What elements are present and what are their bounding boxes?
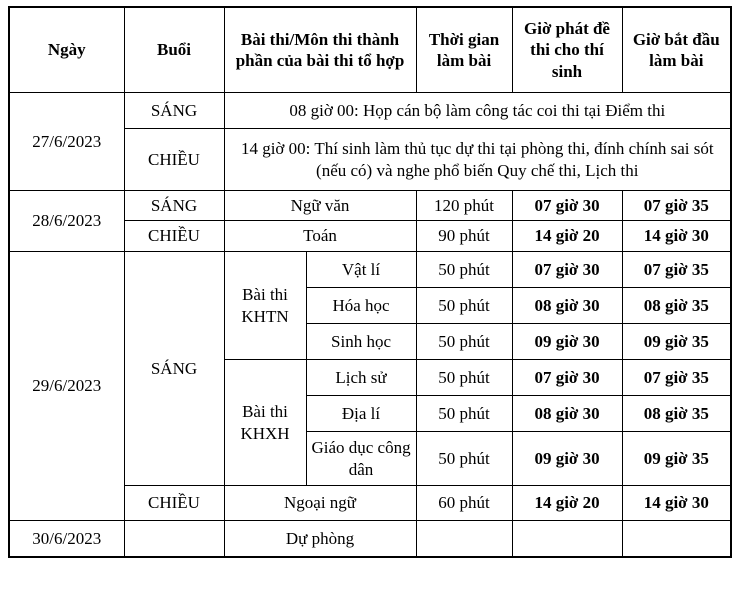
handout-time-cell: 08 giờ 30 xyxy=(512,396,622,432)
session-cell-afternoon: CHIỀU xyxy=(124,221,224,252)
col-header-duration: Thời gian làm bài xyxy=(416,7,512,93)
subject-cell: Ngữ văn xyxy=(224,191,416,221)
table-row xyxy=(9,252,731,288)
handout-time-cell: 14 giờ 20 xyxy=(512,486,622,521)
start-time-cell: 09 giờ 35 xyxy=(622,432,731,486)
date-cell-day1: 27/6/2023 xyxy=(9,93,124,191)
subject-cell: Lịch sử xyxy=(306,360,416,396)
handout-time-cell: 08 giờ 30 xyxy=(512,288,622,324)
handout-time-cell: 09 giờ 30 xyxy=(512,432,622,486)
start-time-cell: 09 giờ 35 xyxy=(622,324,731,360)
table-row xyxy=(9,93,731,129)
duration-cell: 50 phút xyxy=(416,432,512,486)
col-header-start-time: Giờ bắt đầu làm bài xyxy=(622,7,731,93)
day1-morning-note: 08 giờ 00: Họp cán bộ làm công tác coi thi tại Điểm thi xyxy=(224,93,731,129)
exam-group-khtn: Bài thi KHTN xyxy=(224,252,306,360)
subject-cell: Địa lí xyxy=(306,396,416,432)
session-cell-morning: SÁNG xyxy=(124,191,224,221)
duration-cell-empty xyxy=(416,521,512,557)
duration-cell: 50 phút xyxy=(416,288,512,324)
session-cell-empty xyxy=(124,521,224,557)
col-header-date: Ngày xyxy=(9,7,124,93)
subject-cell: Sinh học xyxy=(306,324,416,360)
handout-time-cell-empty xyxy=(512,521,622,557)
subject-cell: Hóa học xyxy=(306,288,416,324)
date-cell-day2: 28/6/2023 xyxy=(9,191,124,252)
exam-schedule-table xyxy=(8,6,732,558)
session-cell-morning: SÁNG xyxy=(124,93,224,129)
subject-cell: Toán xyxy=(224,221,416,252)
handout-time-cell: 07 giờ 30 xyxy=(512,191,622,221)
duration-cell: 50 phút xyxy=(416,324,512,360)
session-cell-morning: SÁNG xyxy=(124,252,224,486)
start-time-cell-empty xyxy=(622,521,731,557)
date-cell-day4: 30/6/2023 xyxy=(9,521,124,557)
session-cell-afternoon: CHIỀU xyxy=(124,486,224,521)
header-row xyxy=(9,7,731,93)
duration-cell: 50 phút xyxy=(416,252,512,288)
start-time-cell: 14 giờ 30 xyxy=(622,486,731,521)
start-time-cell: 08 giờ 35 xyxy=(622,396,731,432)
subject-cell: Vật lí xyxy=(306,252,416,288)
start-time-cell: 08 giờ 35 xyxy=(622,288,731,324)
exam-group-khxh: Bài thi KHXH xyxy=(224,360,306,486)
duration-cell: 90 phút xyxy=(416,221,512,252)
start-time-cell: 07 giờ 35 xyxy=(622,191,731,221)
duration-cell: 60 phút xyxy=(416,486,512,521)
col-header-handout-time: Giờ phát đề thi cho thí sinh xyxy=(512,7,622,93)
start-time-cell: 07 giờ 35 xyxy=(622,252,731,288)
duration-cell: 50 phút xyxy=(416,360,512,396)
start-time-cell: 07 giờ 35 xyxy=(622,360,731,396)
subject-cell: Giáo dục công dân xyxy=(306,432,416,486)
handout-time-cell: 07 giờ 30 xyxy=(512,252,622,288)
session-cell-afternoon: CHIỀU xyxy=(124,129,224,191)
col-header-exam: Bài thi/Môn thi thành phần của bài thi tổ hợp xyxy=(224,7,416,93)
reserve-day-cell: Dự phòng xyxy=(224,521,416,557)
table-row xyxy=(9,521,731,557)
table-row xyxy=(9,191,731,221)
date-cell-day3: 29/6/2023 xyxy=(9,252,124,521)
duration-cell: 50 phút xyxy=(416,396,512,432)
start-time-cell: 14 giờ 30 xyxy=(622,221,731,252)
col-header-session: Buổi xyxy=(124,7,224,93)
subject-cell: Ngoại ngữ xyxy=(224,486,416,521)
handout-time-cell: 07 giờ 30 xyxy=(512,360,622,396)
duration-cell: 120 phút xyxy=(416,191,512,221)
day1-afternoon-note: 14 giờ 00: Thí sinh làm thủ tục dự thi tại phòng thi, đính chính sai sót (nếu có) và nghe phổ biến Quy chế thi, Lịch thi xyxy=(224,129,731,191)
handout-time-cell: 14 giờ 20 xyxy=(512,221,622,252)
handout-time-cell: 09 giờ 30 xyxy=(512,324,622,360)
